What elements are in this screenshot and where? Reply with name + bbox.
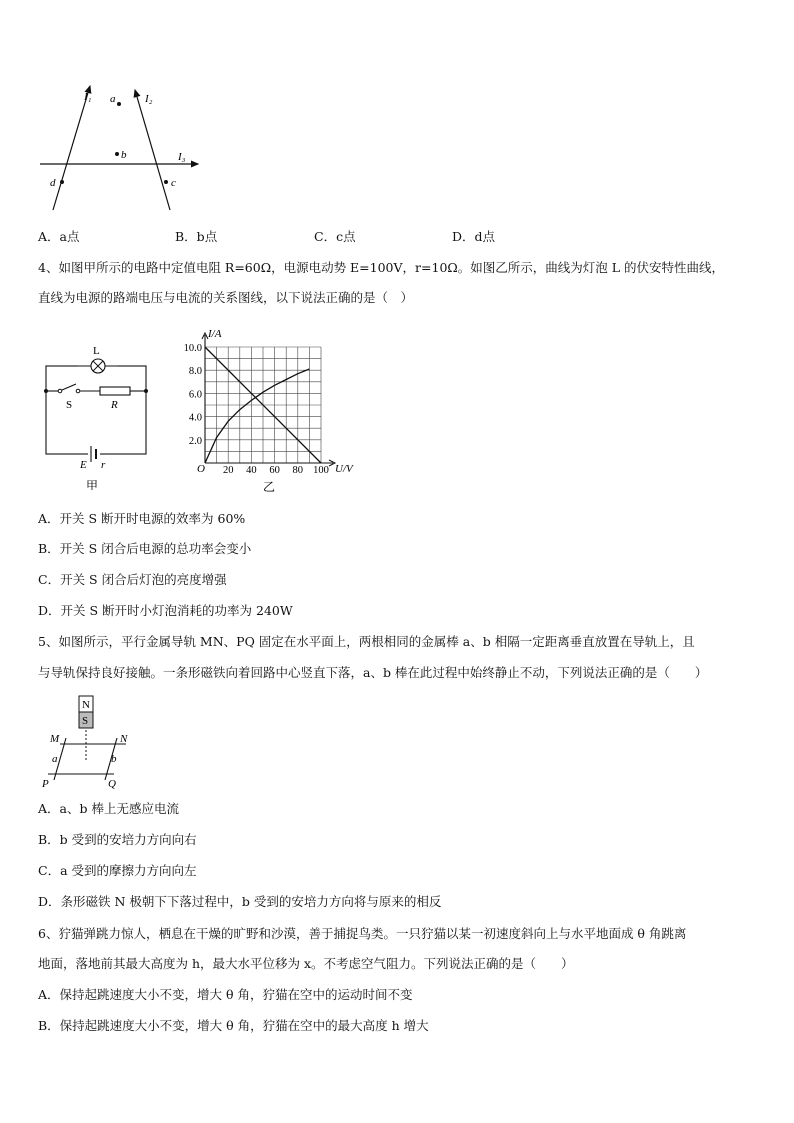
rail-label-Q: Q xyxy=(108,778,116,790)
graph-xlabel: U/V xyxy=(335,463,353,475)
label-I2: I₂ xyxy=(145,93,153,105)
label-r: r xyxy=(101,459,106,471)
label-I3: I₃ xyxy=(178,151,186,163)
graph-ylabel: I/A xyxy=(208,328,222,340)
q6-stem-line1: 6、狞猫弹跳力惊人，栖息在干燥的旷野和沙漠，善于捕捉鸟类。一只狞猫以某一初速度斜向上与水平地面成 θ 角跳离 xyxy=(38,926,687,941)
rod-label-b: b xyxy=(111,753,117,765)
resistor-R xyxy=(100,387,130,395)
x-tick-label: 80 xyxy=(292,465,304,476)
q5-figure xyxy=(38,694,148,792)
y-tick-label: 10.0 xyxy=(183,343,202,354)
point-b xyxy=(115,152,119,156)
label-a: a xyxy=(110,93,116,105)
point-c xyxy=(164,180,168,184)
q3-option-d[interactable]: D．d点 xyxy=(452,229,496,244)
label-R: R xyxy=(111,399,118,411)
q6-stem-line2: 地面，落地前其最大高度为 h，最大水平位移为 x。不考虑空气阻力。下列说法正确的是（ ） xyxy=(38,956,574,971)
graph-axes xyxy=(202,333,335,466)
wire-I1 xyxy=(53,86,90,210)
label-d: d xyxy=(50,177,56,189)
q5-option-c[interactable]: C．a 受到的摩擦力方向向左 xyxy=(38,863,197,878)
q5-stem-line1: 5、如图所示，平行金属导轨 MN、PQ 固定在水平面上，两根相同的金属棒 a、b 相隔一定距离垂直放置在导轨上，且 xyxy=(38,634,695,649)
rail-label-N: N xyxy=(120,733,128,745)
label-c: c xyxy=(171,177,176,189)
graph-origin: O xyxy=(197,463,205,475)
q4-stem-line1: 4、如图甲所示的电路中定值电阻 R=60Ω，电源电动势 E=100V，r=10Ω。如图乙所示，曲线为灯泡 L 的伏安特性曲线， xyxy=(38,260,725,275)
label-I1: I₁ xyxy=(84,91,92,103)
q4-option-d[interactable]: D．开关 S 断开时小灯泡消耗的功率为 240W xyxy=(38,603,293,618)
q4-iu-graph xyxy=(175,325,370,495)
point-d xyxy=(60,180,64,184)
rail-label-P: P xyxy=(42,778,49,790)
q3-option-c[interactable]: C．c点 xyxy=(314,229,356,244)
q4-circuit xyxy=(38,340,158,490)
label-E: E xyxy=(80,459,87,471)
q6-option-a[interactable]: A．保持起跳速度大小不变，增大 θ 角，狞猫在空中的运动时间不变 xyxy=(38,987,413,1002)
graph-caption: 乙 xyxy=(263,480,276,494)
magnet-label-n: N xyxy=(82,699,90,711)
switch-S xyxy=(62,384,76,390)
q4-option-a[interactable]: A．开关 S 断开时电源的效率为 60% xyxy=(38,511,246,526)
q4-option-b[interactable]: B．开关 S 闭合后电源的总功率会变小 xyxy=(38,541,252,556)
wire-I2 xyxy=(135,90,170,210)
q3-figure xyxy=(38,82,208,212)
point-a xyxy=(117,102,121,106)
x-tick-label: 60 xyxy=(269,465,280,476)
label-L: L xyxy=(93,345,100,357)
rod-label-a: a xyxy=(52,753,58,765)
q5-option-a[interactable]: A．a、b 棒上无感应电流 xyxy=(38,801,179,816)
y-tick-label: 2.0 xyxy=(188,435,202,447)
x-tick-label: 40 xyxy=(246,465,257,476)
y-tick-label: 4.0 xyxy=(188,412,202,424)
y-tick-label: 8.0 xyxy=(188,366,202,378)
q5-option-d[interactable]: D．条形磁铁 N 极朝下下落过程中，b 受到的安培力方向将与原来的相反 xyxy=(38,894,442,909)
x-tick-label: 100 xyxy=(313,465,329,476)
magnet-label-s: S xyxy=(82,715,89,727)
q6-option-b[interactable]: B．保持起跳速度大小不变，增大 θ 角，狞猫在空中的最大高度 h 增大 xyxy=(38,1018,429,1033)
q4-stem-line2: 直线为电源的路端电压与电流的关系图线，以下说法正确的是（ ） xyxy=(38,290,414,305)
q3-option-a[interactable]: A．a点 xyxy=(38,229,80,244)
caption-jia: 甲 xyxy=(86,479,99,490)
x-tick-label: 20 xyxy=(222,465,234,476)
q3-option-b[interactable]: B．b点 xyxy=(175,229,218,244)
q5-option-b[interactable]: B．b 受到的安培力方向向右 xyxy=(38,832,197,847)
q5-stem-line2: 与导轨保持良好接触。一条形磁铁向着回路中心竖直下落，a、b 棒在此过程中始终静止不动，下列说法正确的是（ ） xyxy=(38,665,708,680)
series-lamp-curve xyxy=(205,369,309,463)
rail-label-M: M xyxy=(50,733,60,745)
label-b: b xyxy=(121,149,127,161)
q4-option-c[interactable]: C．开关 S 闭合后灯泡的亮度增强 xyxy=(38,572,227,587)
label-S: S xyxy=(66,399,73,411)
y-tick-label: 6.0 xyxy=(188,389,202,401)
